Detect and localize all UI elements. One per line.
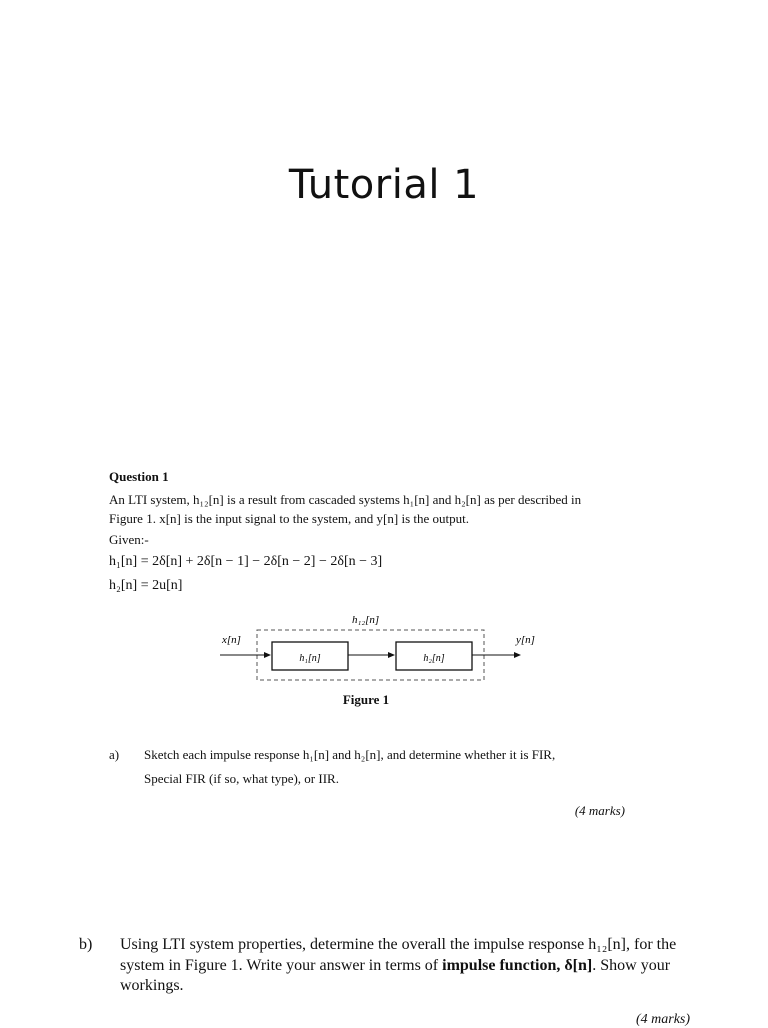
part-b-marks: (4 marks) — [636, 1012, 691, 1027]
page-title: Tutorial 1 — [288, 162, 480, 208]
given-label: Given:- — [109, 532, 149, 547]
part-b-line2-start: system in Figure 1. Write your answer in terms of — [120, 957, 443, 974]
part-a-label: a) — [109, 747, 120, 762]
part-b-line3: workings. — [120, 977, 184, 994]
part-b-line2-end: . Show your — [592, 957, 671, 974]
part-a-line1: Sketch each impulse response h₁[n] and h₂[n], and determine whether it is FIR, — [144, 747, 556, 762]
question-intro-line1: An LTI system, h₁₂[n] is a result from cascaded systems h₁[n] and h₂[n] as per described in — [109, 492, 582, 507]
question-heading: Question 1 — [109, 469, 169, 484]
part-b-line1: Using LTI system properties, determine the overall the impulse response h₁₂[n], for the — [120, 936, 677, 953]
part-a-line2: Special FIR (if so, what type), or IIR. — [144, 771, 339, 786]
part-a-marks: (4 marks) — [574, 803, 625, 818]
block1-label: h₁[n] — [299, 653, 321, 664]
block-diagram — [210, 606, 550, 694]
output-arrowhead — [514, 652, 521, 658]
part-b-label: b) — [79, 936, 93, 953]
part-b-line2 — [120, 957, 670, 975]
question-intro-line2: Figure 1. x[n] is the input signal to the system, and y[n] is the output. — [109, 511, 469, 526]
part-b-line2-bold: impulse function, δ[n] — [442, 957, 593, 974]
equation-h2: h₂[n] = 2u[n] — [109, 578, 183, 593]
equation-h1: h₁[n] = 2δ[n] + 2δ[n − 1] − 2δ[n − 2] − 2δ[n − 3] — [109, 554, 383, 569]
middle-arrowhead — [388, 652, 395, 658]
overall-label: h₁₂[n] — [352, 614, 380, 626]
output-label: y[n] — [516, 634, 535, 646]
block2-label: h₂[n] — [423, 653, 445, 664]
input-arrowhead — [264, 652, 271, 658]
figure-caption: Figure 1 — [342, 692, 390, 707]
input-label: x[n] — [222, 634, 241, 646]
